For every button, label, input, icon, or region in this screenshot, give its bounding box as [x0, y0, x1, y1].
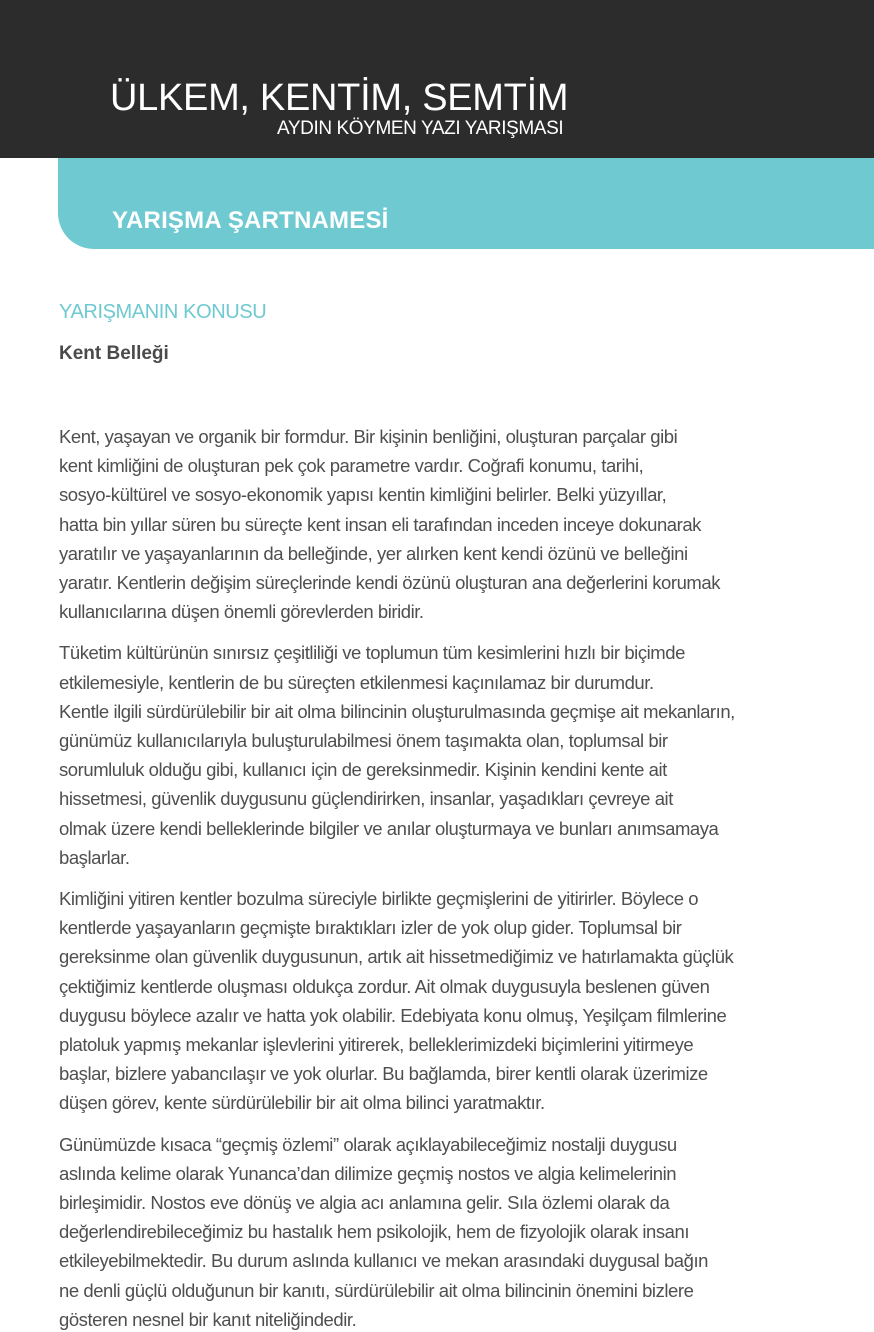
- page-title: ÜLKEM, KENTİM, SEMTİM: [110, 77, 569, 119]
- section-banner: [58, 158, 874, 249]
- paragraph-line: yaratır. Kentlerin değişim süreçlerinde kendi özünü oluşturan ana değerlerini korumak: [59, 572, 721, 594]
- section-subtitle: Kent Belleği: [59, 343, 169, 364]
- paragraph: [59, 884, 839, 1118]
- paragraph-line: kentlerde yaşayanların geçmişte bıraktıkları izler de yok olup gider. Toplumsal bir: [59, 917, 682, 939]
- paragraph-line: Kentle ilgili sürdürülebilir bir ait olma bilincinin oluşturulmasında geçmişe ait mekanların,: [59, 700, 735, 722]
- paragraph-line: başlar, bizlere yabancılaşır ve yok olurlar. Bu bağlamda, birer kentli olarak üzerimize: [59, 1063, 708, 1085]
- paragraph-line: düşen görev, kente sürdürülebilir bir ait olma bilinci yaratmaktır.: [59, 1092, 545, 1114]
- paragraph-line: Kimliğini yitiren kentler bozulma süreciyle birlikte geçmişlerini de yitirirler. Böylece o: [59, 888, 699, 910]
- paragraph-line: çektiğimiz kentlerde oluşması oldukça zordur. Ait olmak duygusuyla beslenen güven: [59, 975, 710, 997]
- paragraph-line: Tüketim kültürünün sınırsız çeşitliliği ve toplumun tüm kesimlerini hızlı bir biçimde: [59, 642, 685, 664]
- paragraph-line: kullanıcılarına düşen önemli görevlerden biridir.: [59, 601, 424, 623]
- paragraph-line: hatta bin yıllar süren bu süreçte kent insan eli tarafından inceden inceye dokunarak: [59, 513, 701, 535]
- paragraph-line: yaratılır ve yaşayanlarının da belleğinde, yer alırken kent kendi özünü ve belleğini: [59, 542, 688, 564]
- paragraph-line: başlarlar.: [59, 846, 130, 868]
- paragraph-line: aslında kelime olarak Yunanca’dan dilimize geçmiş nostos ve algia kelimelerinin: [59, 1162, 677, 1184]
- paragraph-line: gösteren nesnel bir kanıt niteliğindedir.: [59, 1308, 357, 1330]
- paragraph-line: etkileyebilmektedir. Bu durum aslında kullanıcı ve mekan arasındaki duygusal bağın: [59, 1250, 709, 1272]
- section-heading: YARIŞMANIN KONUSU: [59, 301, 267, 323]
- header-bar: [0, 0, 874, 158]
- banner-label: YARIŞMA ŞARTNAMESİ: [112, 207, 389, 234]
- paragraph-line: hissetmesi, güvenlik duygusunu güçlendirirken, insanlar, yaşadıkları çevreye ait: [59, 788, 673, 810]
- paragraph-line: kent kimliğini de oluşturan pek çok parametre vardır. Coğrafi konumu, tarihi,: [59, 455, 644, 477]
- page-subtitle: AYDIN KÖYMEN YAZI YARIŞMASI: [277, 118, 564, 139]
- paragraph-line: Günümüzde kısaca “geçmiş özlemi” olarak açıklayabileceğimiz nostalji duygusu: [59, 1133, 677, 1155]
- paragraph: [59, 638, 839, 872]
- paragraph: [59, 422, 839, 626]
- paragraph-line: Kent, yaşayan ve organik bir formdur. Bir kişinin benliğini, oluşturan parçalar gibi: [59, 426, 678, 447]
- paragraph-line: ne denli güçlü olduğunun bir kanıtı, sürdürülebilir ait olma bilincinin önemini bizlere: [59, 1279, 694, 1301]
- paragraph-line: günümüz kullanıcılarıyla buluşturulabilmesi önem taşımakta olan, toplumsal bir: [59, 730, 668, 752]
- paragraph-line: sorumluluk olduğu gibi, kullanıcı için de gereksinmedir. Kişinin kendini kente ait: [59, 759, 667, 781]
- paragraph-line: platoluk yapmış mekanlar işlevlerini yitirerek, belleklerimizdeki biçimlerini yitirmeye: [59, 1034, 694, 1056]
- paragraph-line: değerlendirebileceğimiz bu hastalık hem psikolojik, hem de fizyolojik olarak insanı: [59, 1221, 690, 1243]
- paragraph-line: olmak üzere kendi belleklerinde bilgiler ve anılar oluşturmaya ve bunları anımsamaya: [59, 817, 719, 839]
- paragraph: [59, 1130, 839, 1332]
- body-text: [59, 422, 839, 1332]
- paragraph-line: etkilemesiyle, kentlerin de bu süreçten etkilenmesi kaçınılamaz bir durumdur.: [59, 671, 654, 693]
- paragraph-line: gereksinme olan güvenlik duygusunun, artık ait hissetmediğimiz ve hatırlamakta güçlük: [59, 946, 734, 968]
- paragraph-line: sosyo-kültürel ve sosyo-ekonomik yapısı kentin kimliğini belirler. Belki yüzyıllar,: [59, 484, 667, 506]
- paragraph-line: duygusu böylece azalır ve hatta yok olabilir. Edebiyata konu olmuş, Yeşilçam filmlerine: [59, 1004, 727, 1026]
- paragraph-line: birleşimidir. Nostos eve dönüş ve algia acı anlamına gelir. Sıla özlemi olarak da: [59, 1192, 670, 1214]
